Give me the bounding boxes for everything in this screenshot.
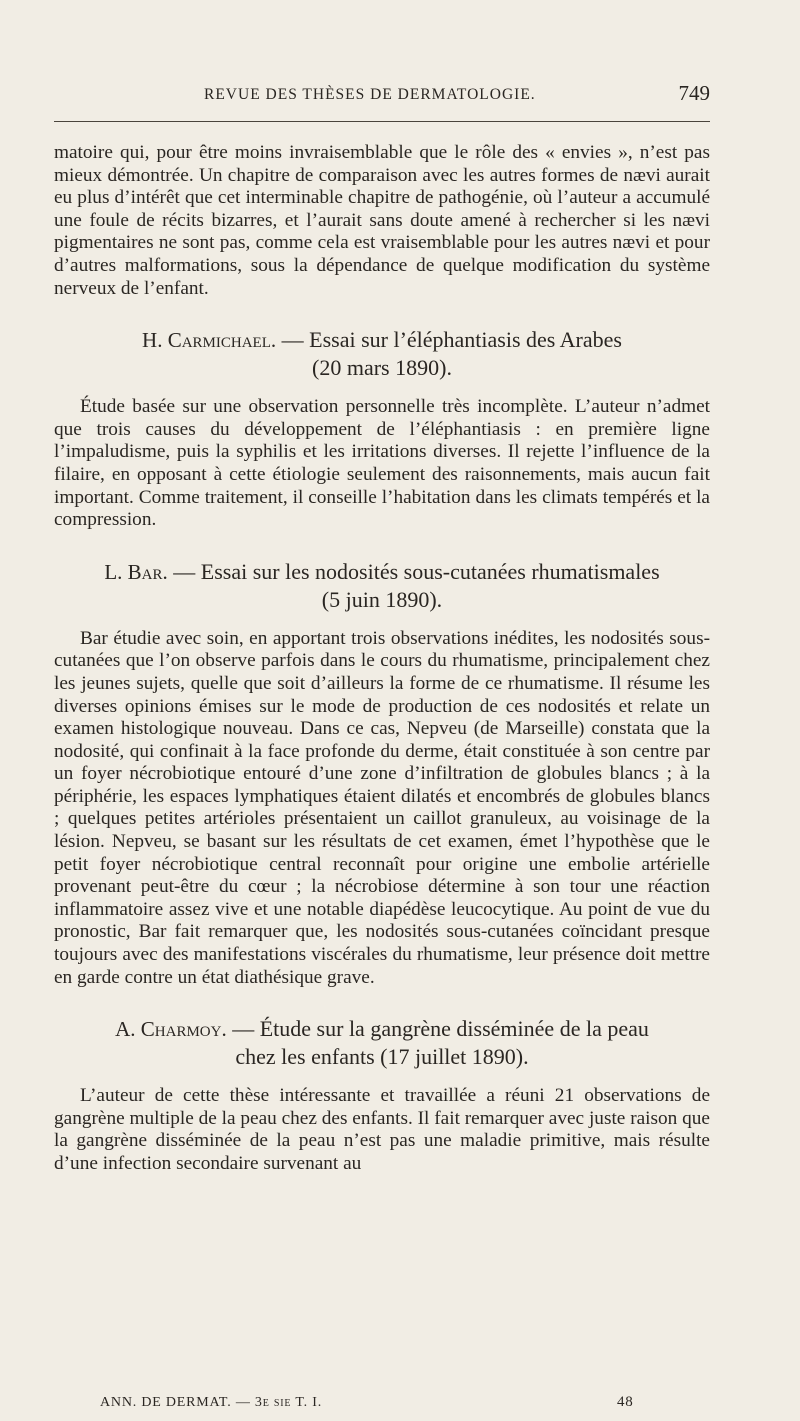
carmichael-heading	[54, 326, 710, 382]
bar-heading	[54, 558, 710, 614]
page-footer	[54, 1395, 710, 1419]
footer-signature: ANN. DE DERMAT. — 3e sie T. I.	[100, 1395, 323, 1410]
bar-author: L. Bar.	[104, 559, 168, 584]
header-rule	[54, 121, 710, 122]
footer-sheet-number: 48	[617, 1394, 634, 1410]
charmoy-author: A. Charmoy.	[115, 1017, 227, 1042]
charmoy-paragraph: L’auteur de cette thèse intéressante et travaillée a réuni 21 observations de gangrène multiple de la peau chez des enfants. Il fait remarquer avec juste raison que la gangrène disséminée de la peau n’est pas une maladie primitive, mais résulte d’une infection secondaire survenant au	[54, 1085, 710, 1174]
carmichael-paragraph: Étude basée sur une observation personnelle très incomplète. L’auteur n’admet que trois causes du développement de l’éléphantiasis : en première ligne l’impaludisme, puis la syphilis et les irritations diverses. Il rejette l’influence de la filaire, en opposant à cette étiologie seulement des raisonnements, mais aucun fait important. Comme traitement, il conseille l’habitation dans les climats tempérés et la compression.	[54, 396, 710, 531]
running-title: REVUE DES THÈSES DE DERMATOLOGIE.	[204, 86, 536, 103]
page-number: 749	[678, 81, 710, 105]
bar-paragraph: Bar étudie avec soin, en apportant trois observations inédites, les nodosités sous-cutanées que l’on observe parfois dans le cours du rhumatisme, principalement chez les jeunes sujets, quelle que soit d’ailleurs la forme de ce rhumatisme. Il résume les diverses opinions émises sur le mode de production de ces nodosités et relate un examen histologique nouveau. Dans ce cas, Nepveu (de Marseille) constata que la nodosité, qui confinait à la face profonde du derme, était constituée à son centre par un foyer nécrobiotique entouré d’une zone d’infiltration de globules blancs ; à la périphérie, les espaces lymphatiques étaient dilatés et encombrés de globules blancs ; quelques petites artérioles présentaient un caillot granuleux, au voisinage de la lésion. Nepveu, se basant sur les résultats de cet examen, émet l’hypothèse que le petit foyer nécrobiotique central reconnaît pour origine une embolie artérielle provenant peut-être du cœur ; la nécrobiose détermine à son tour une réaction inflammatoire assez vive et une notable diapédèse leucocytique. Au point de vue du pronostic, Bar fait remarquer que, les nodosités sous-cutanées coïncidant presque toujours avec des manifestations viscérales du rhumatisme, leur présence doit mettre en garde contre un état diathésique grave.	[54, 627, 710, 988]
charmoy-heading	[54, 1015, 710, 1071]
charmoy-date: chez les enfants (17 juillet 1890).	[235, 1044, 529, 1070]
carmichael-author: H. Carmichael.	[142, 328, 277, 353]
carmichael-title: — Essai sur l’éléphantiasis des Arabes	[276, 327, 622, 353]
carmichael-date: (20 mars 1890).	[312, 355, 452, 381]
charmoy-title: — Étude sur la gangrène disséminée de la peau	[226, 1016, 649, 1042]
bar-date: (5 juin 1890).	[321, 586, 443, 612]
running-header	[54, 80, 710, 110]
intro-paragraph: matoire qui, pour être moins invraisemblable que le rôle des « envies », n’est pas mieux démontrée. Un chapitre de comparaison avec les autres formes de nævi aurait eu plus d’intérêt que cet interminable chapitre de pathogénie, où l’auteur a accumulé une foule de récits bizarres, et l’aurait sans doute amené à rechercher si les nævi pigmentaires ne sont pas, comme cela est vraisemblable pour les autres nævi et pour d’autres malformations, sous la dépendance de quelque modification du système nerveux de l’enfant.	[54, 142, 710, 299]
body-text	[54, 142, 710, 1176]
bar-title: — Essai sur les nodosités sous-cutanées rhumatismales	[167, 558, 660, 584]
